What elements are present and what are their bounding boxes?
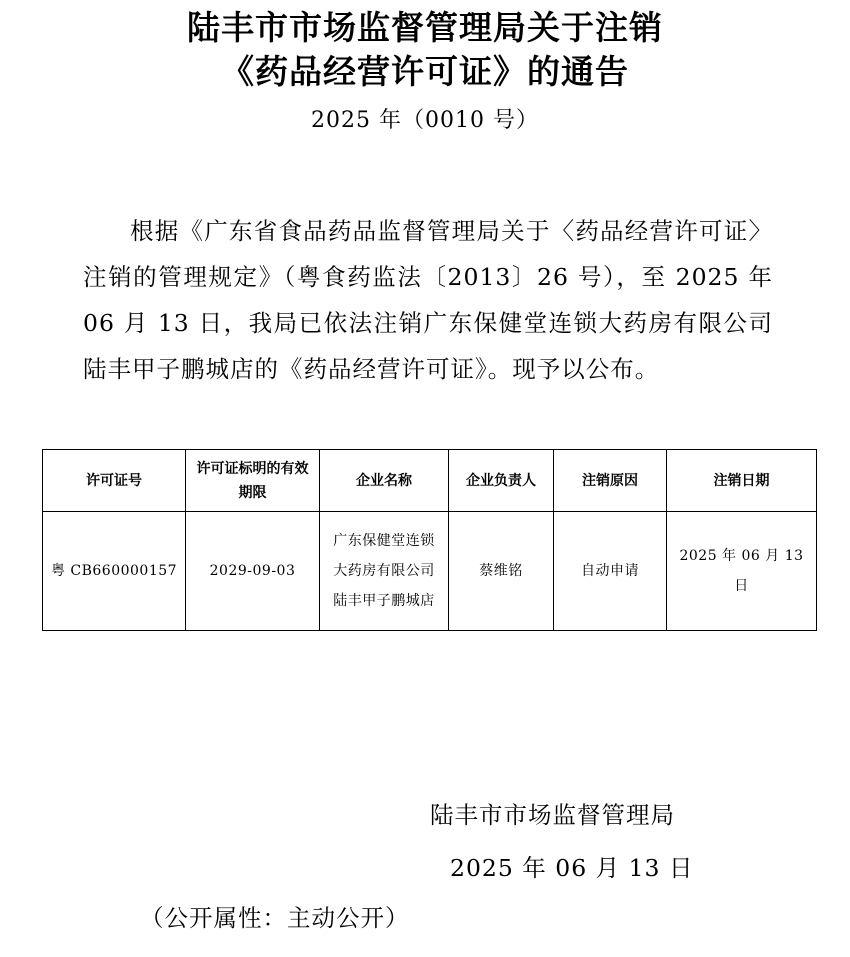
title-line-2: 《药品经营许可证》的通告	[221, 52, 629, 91]
license-table	[42, 449, 817, 631]
cell-cancel-date: 2025 年 06 月 13 日	[667, 512, 817, 631]
cell-company-name: 广东保健堂连锁大药房有限公司陆丰甲子鹏城店	[320, 512, 449, 631]
cell-license-number: 粤 CB660000157	[43, 512, 186, 631]
notice-body: 根据《广东省食品药品监督管理局关于〈药品经营许可证〉注销的管理规定》（粤食药监法〔2013〕26 号），至 2025 年 06 月 13 日，我局已依法注销广东保健堂连锁大药房有限公司陆丰甲子鹏城店的《药品经营许可证》。现予以公布。	[83, 217, 773, 383]
cell-legal-representative: 蔡维铭	[449, 512, 554, 631]
cell-cancel-reason: 自动申请	[554, 512, 667, 631]
disclosure-attribute: （公开属性：主动公开）	[140, 904, 410, 932]
header-cancel-reason: 注销原因	[554, 450, 667, 512]
header-company-name: 企业名称	[320, 450, 449, 512]
issue-date: 2025 年 06 月 13 日	[450, 854, 694, 882]
issuing-agency: 陆丰市市场监督管理局	[430, 801, 675, 829]
title-line-1: 陆丰市市场监督管理局关于注销	[187, 8, 663, 47]
header-license-number: 许可证号	[43, 450, 186, 512]
header-cancel-date: 注销日期	[667, 450, 817, 512]
table-row	[43, 512, 817, 631]
header-validity-period: 许可证标明的有效期限	[186, 450, 320, 512]
cell-validity-period: 2029-09-03	[186, 512, 320, 631]
header-legal-representative: 企业负责人	[449, 450, 554, 512]
table-header-row	[43, 450, 817, 512]
document-number: 2025 年（0010 号）	[311, 108, 539, 133]
